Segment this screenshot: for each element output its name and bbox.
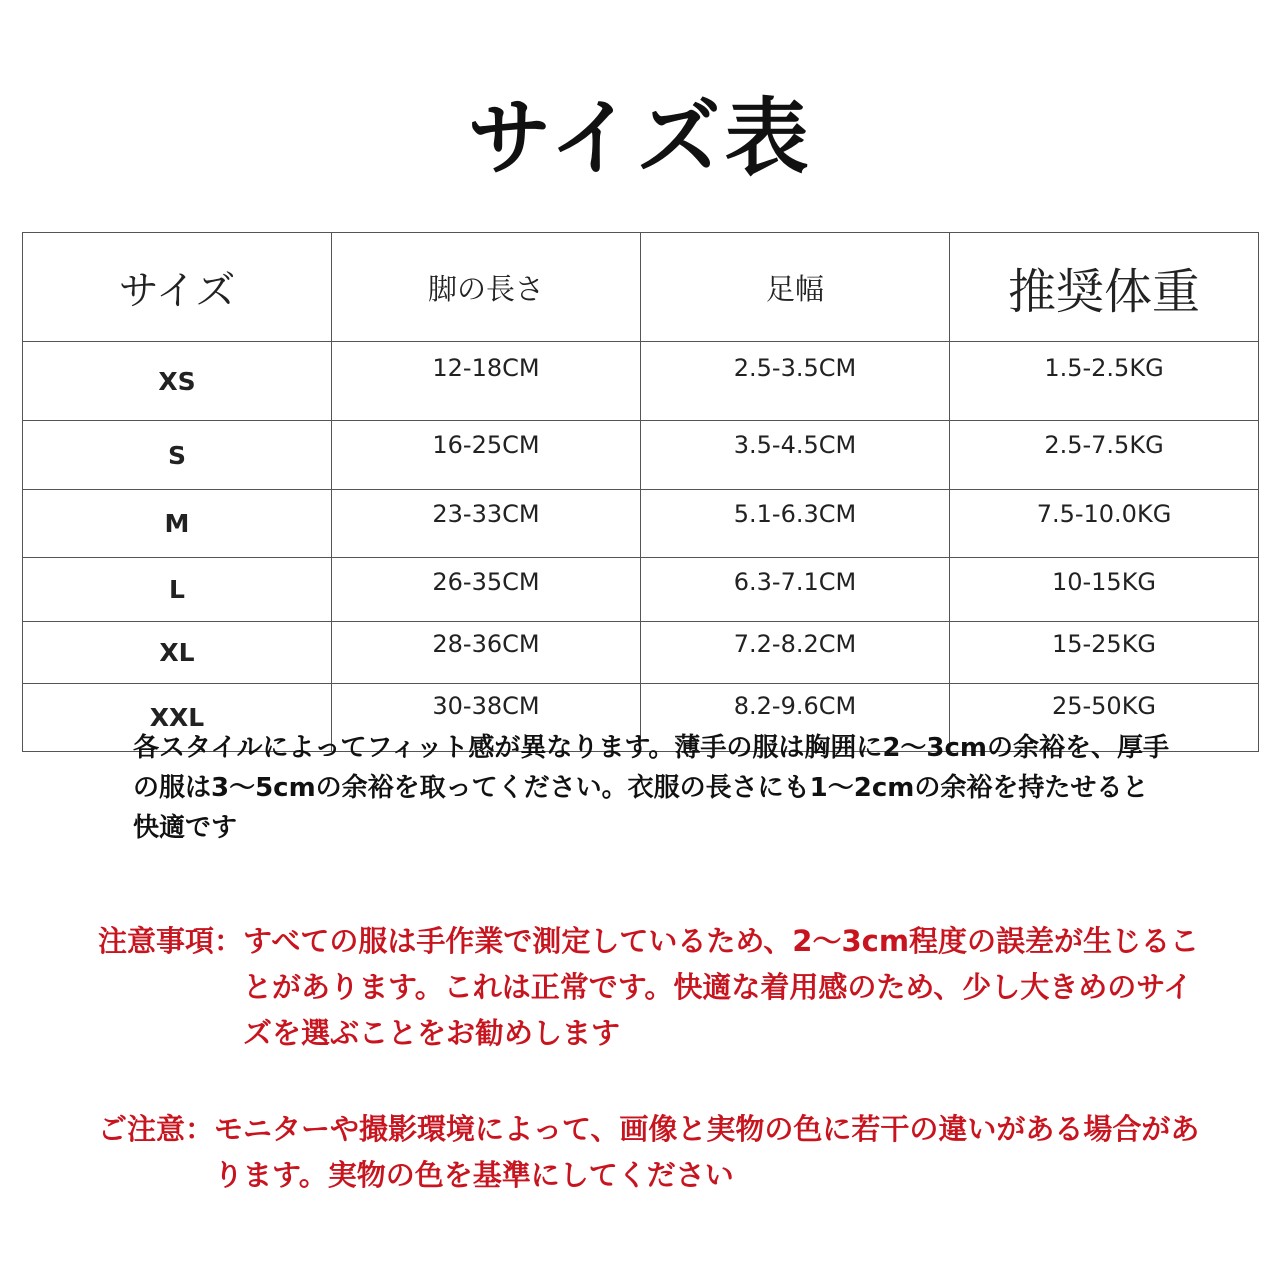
size-cell: XXL (23, 684, 332, 752)
color-notice (98, 1106, 1218, 1198)
size-cell: XS (23, 342, 332, 421)
weight-cell: 15-25KG (950, 622, 1259, 684)
table-row (23, 342, 1259, 421)
size-cell: S (23, 421, 332, 490)
foot-width-cell: 8.2-9.6CM (641, 684, 950, 752)
foot-width-cell: 6.3-7.1CM (641, 558, 950, 622)
header-size: サイズ (23, 233, 332, 342)
header-leg-length: 脚の長さ (332, 233, 641, 342)
size-cell: XL (23, 622, 332, 684)
leg-length-cell: 23-33CM (332, 490, 641, 558)
color-notice-text: モニターや撮影環境によって、画像と実物の色に若干の違いがある場合があります。実物の色を基準にしてください (214, 1112, 1200, 1192)
foot-width-cell: 2.5-3.5CM (641, 342, 950, 421)
weight-cell: 1.5-2.5KG (950, 342, 1259, 421)
weight-cell: 7.5-10.0KG (950, 490, 1259, 558)
size-cell: L (23, 558, 332, 622)
weight-cell: 25-50KG (950, 684, 1259, 752)
header-recommended-weight: 推奨体重 (950, 233, 1259, 342)
foot-width-cell: 3.5-4.5CM (641, 421, 950, 490)
leg-length-cell: 26-35CM (332, 558, 641, 622)
caution-label: 注意事項： (98, 924, 244, 958)
table-row (23, 421, 1259, 490)
fit-note: 各スタイルによってフィット感が異なります。薄手の服は胸囲に2～3cmの余裕を、厚手の服は3～5cmの余裕を取ってください。衣服の長さにも1～2cmの余裕を持たせると快適です (133, 733, 1170, 843)
leg-length-cell: 30-38CM (332, 684, 641, 752)
caution-text: すべての服は手作業で測定しているため、2～3cm程度の誤差が生じることがあります。これは正常です。快適な着用感のため、少し大きめのサイズを選ぶことをお勧めします (243, 924, 1200, 1050)
table-row (23, 622, 1259, 684)
leg-length-cell: 12-18CM (332, 342, 641, 421)
page-title: サイズ表 (467, 89, 813, 187)
foot-width-cell: 5.1-6.3CM (641, 490, 950, 558)
header-foot-width: 足幅 (641, 233, 950, 342)
table-header-row (23, 233, 1259, 342)
weight-cell: 2.5-7.5KG (950, 421, 1259, 490)
leg-length-cell: 28-36CM (332, 622, 641, 684)
weight-cell: 10-15KG (950, 558, 1259, 622)
color-notice-label: ご注意： (98, 1112, 215, 1146)
leg-length-cell: 16-25CM (332, 421, 641, 490)
size-cell: M (23, 490, 332, 558)
table-row (23, 490, 1259, 558)
size-table (22, 232, 1259, 752)
table-row (23, 558, 1259, 622)
foot-width-cell: 7.2-8.2CM (641, 622, 950, 684)
caution-notice (98, 918, 1218, 1056)
